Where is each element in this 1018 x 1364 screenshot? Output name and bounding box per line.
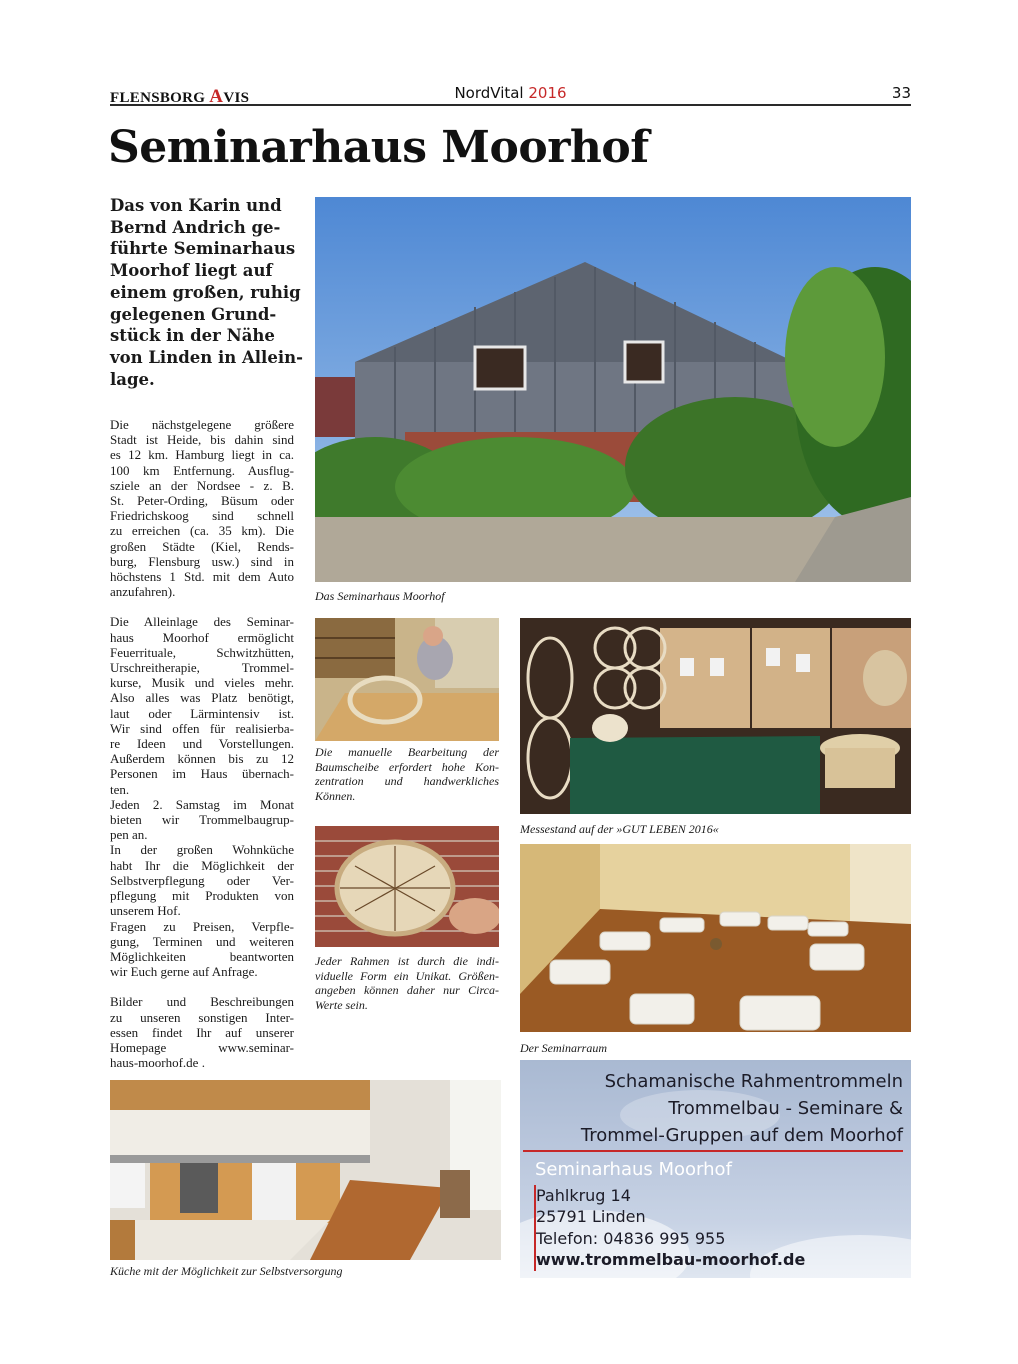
body-paragraph	[110, 797, 294, 843]
body-line: re Ideen und Vorstellungen.	[110, 736, 294, 752]
body-paragraph	[110, 614, 294, 796]
body-line: burg, Flensburg usw.) sind in	[110, 553, 294, 569]
brand-left: FLENSBORG	[110, 90, 210, 106]
lead-line: Bernd Andrich ge-	[110, 217, 281, 237]
caption-line: Die manuelle Bearbeitung der	[315, 745, 499, 759]
body-line: wir Euch gerne auf Anfrage.	[110, 964, 258, 980]
body-line: Selbstverpflegung oder Ver-	[110, 872, 294, 888]
brand-right: VIS	[223, 90, 250, 106]
body-paragraph	[110, 842, 294, 918]
body-line: In der großen Wohnküche	[110, 842, 294, 858]
lead-line: gelegenen Grund-	[110, 304, 277, 324]
body-line: Außerdem können bis zu 12	[110, 751, 294, 767]
caption-frame	[315, 954, 499, 1012]
body-line: großen Städte (Kiel, Rends-	[110, 538, 294, 554]
page-number: 33	[891, 84, 911, 102]
section-title	[110, 84, 911, 102]
ad-contact-name: Seminarhaus Moorhof	[535, 1159, 732, 1180]
article-title: Seminarhaus Moorhof	[108, 122, 649, 173]
photo-kueche	[110, 1080, 501, 1260]
ad-contact	[535, 1159, 895, 1271]
body-line: Friedrichskoog sind schnell	[110, 508, 294, 524]
body-line: Fragen zu Preisen, Verpfle-	[110, 918, 294, 934]
body-line: bieten wir Trommelbaugrup-	[110, 812, 294, 828]
body-line: 100 km Entfernung. Ausflug-	[110, 462, 294, 478]
body-line: Wir sind offen für realisierba-	[110, 720, 294, 736]
body-line: anzufahren).	[110, 584, 176, 600]
caption-line: Jeder Rahmen ist durch die indi-	[315, 954, 499, 968]
body-paragraph	[110, 919, 294, 980]
body-line: gung, Terminen und weiteren	[110, 933, 294, 949]
lead-line: führte Seminarhaus	[110, 239, 296, 259]
ad-website-link[interactable]: www.trommelbau-moorhof.de	[536, 1250, 806, 1269]
body-line: Die Alleinlage des Seminar-	[110, 614, 294, 630]
lead-line: einem großen, ruhig	[110, 282, 301, 302]
body-line: es 12 km. Hamburg liegt in ca.	[110, 447, 294, 463]
section-year: 2016	[528, 84, 567, 102]
article-body	[110, 417, 294, 1070]
body-line: Stadt ist Heide, bis dahin sind	[110, 432, 294, 448]
lead-line: stück in der Nähe	[110, 326, 275, 346]
body-line: Feuerrituale, Schwitzhütten,	[110, 644, 294, 660]
advertisement-box	[520, 1060, 911, 1278]
caption-line: Können.	[315, 788, 356, 803]
body-line: Jeden 2. Samstag im Monat	[110, 796, 294, 812]
body-line: Urschreitherapie, Trommel-	[110, 660, 294, 676]
body-line: kurse, Musik und vieles mehr.	[110, 675, 294, 691]
body-line: sziele an der Nordsee - z. B.	[110, 477, 294, 493]
body-line: zu erreichen (ca. 35 km). Die	[110, 523, 294, 539]
page-header	[110, 84, 911, 106]
photo-seminarhaus	[315, 197, 911, 582]
photo-messestand	[520, 618, 911, 814]
body-line: pen an.	[110, 827, 148, 843]
ad-contact-details	[534, 1185, 895, 1271]
photo-seminarraum	[520, 844, 911, 1032]
body-line: Personen im Haus übernach-	[110, 766, 294, 782]
body-line: essen findet Ihr auf unserer	[110, 1024, 294, 1040]
caption-line: zentration und handwerkliches	[315, 774, 499, 789]
caption-line: angeben können daher nur Circa-	[315, 983, 499, 998]
section-name: NordVital	[454, 84, 529, 102]
caption-booth: Messestand auf der »GUT LEBEN 2016«	[520, 822, 719, 836]
body-paragraph	[110, 994, 294, 1070]
body-line: ten.	[110, 781, 130, 797]
brand-red-a: A	[209, 86, 224, 107]
caption-house: Das Seminarhaus Moorhof	[315, 589, 445, 603]
body-line: Also alles was Platz benötigt,	[110, 690, 294, 706]
lead-line: lage.	[110, 369, 155, 389]
ad-street: Pahlkrug 14	[536, 1185, 631, 1205]
body-line: haus-moorhof.de .	[110, 1055, 205, 1071]
body-line: zu unseren sonstigen Inter-	[110, 1009, 294, 1025]
body-line: Möglichkeiten beantworten	[110, 948, 294, 964]
ad-city: 25791 Linden	[536, 1207, 646, 1226]
body-line: pflegung mit Produkten von	[110, 888, 294, 904]
body-line: haus Moorhof ermöglicht	[110, 629, 294, 645]
body-line: habt Ihr die Möglichkeit der	[110, 857, 294, 873]
caption-line: viduelle Form ein Unikat. Größen-	[315, 968, 499, 983]
caption-line: Werte sein.	[315, 997, 368, 1012]
ad-heading-line: Trommel-Gruppen auf dem Moorhof	[580, 1125, 903, 1146]
body-paragraph	[110, 417, 294, 599]
body-line: unserem Hof.	[110, 903, 181, 919]
body-line: Homepage www.seminar-	[110, 1039, 294, 1055]
ad-heading-line: Trommelbau - Seminare &	[668, 1098, 903, 1119]
lead-line: von Linden in Allein-	[110, 347, 303, 367]
body-line: Die nächstgelegene größere	[110, 417, 294, 432]
ad-heading-line: Schamanische Rahmentrommeln	[604, 1071, 903, 1092]
body-line: Bilder und Beschreibungen	[110, 994, 294, 1010]
body-line: höchstens 1 Std. mit dem Auto	[110, 569, 294, 585]
caption-workshop	[315, 745, 499, 803]
body-line: laut oder Lärmintensiv ist.	[110, 705, 294, 721]
lead-line: Moorhof liegt auf	[110, 261, 273, 281]
ad-phone: Telefon: 04836 995 955	[536, 1228, 726, 1248]
ad-heading	[523, 1068, 903, 1152]
photo-workshop	[315, 618, 499, 741]
lead-line: Das von Karin und	[110, 196, 282, 215]
photo-rahmen	[315, 826, 499, 947]
caption-kitchen: Küche mit der Möglichkeit zur Selbstversorgung	[110, 1264, 343, 1278]
caption-line: Baumscheibe erfordert hohe Kon-	[315, 759, 499, 774]
caption-room: Der Seminarraum	[520, 1041, 607, 1055]
article-lead	[110, 195, 303, 390]
body-line: St. Peter-Ording, Büsum oder	[110, 493, 294, 509]
